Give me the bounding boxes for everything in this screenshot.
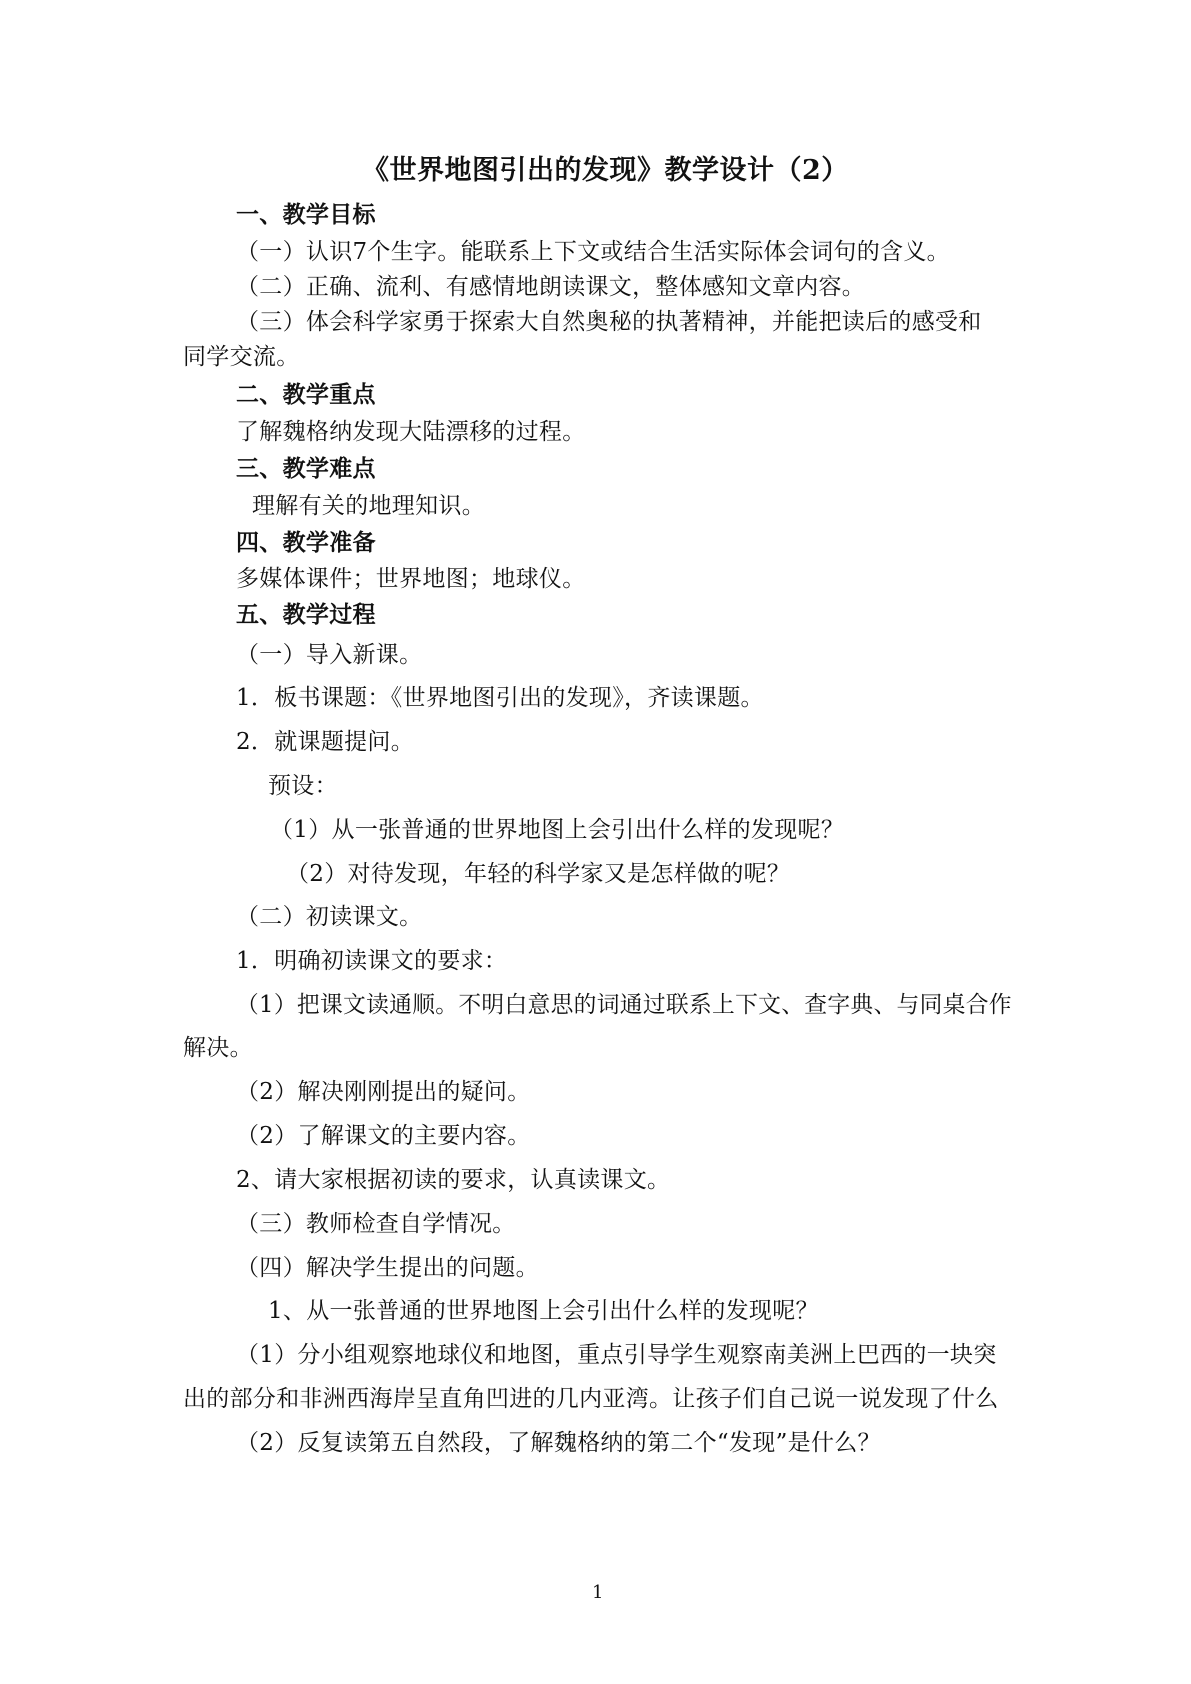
section-heading-process: 五、教学过程 [236,602,376,628]
paragraph-line: （2）对待发现，年轻的科学家又是怎样做的呢？ [286,861,791,887]
paragraph-line: （2）了解课文的主要内容。 [236,1123,531,1149]
paragraph-line: （二）正确、流利、有感情地朗读课文，整体感知文章内容。 [236,274,866,300]
paragraph-line: （三）体会科学家勇于探索大自然奥秘的执著精神，并能把读后的感受和 [236,309,982,335]
paragraph-line: 1．板书课题：《世界地图引出的发现》，齐读课题。 [236,685,764,711]
paragraph-line: 2．就课题提问。 [236,729,415,755]
section-heading-key-points: 二、教学重点 [236,382,376,408]
page-title: 《世界地图引出的发现》教学设计（2） [362,155,849,186]
paragraph-line: （二）初读课文。 [236,904,423,930]
paragraph-line: （2）反复读第五自然段，了解魏格纳的第二个“发现”是什么？ [236,1430,881,1456]
paragraph-line: 出的部分和非洲西海岸呈直角凹进的几内亚湾。让孩子们自己说一说发现了什么 [183,1386,999,1412]
paragraph-line: 1、从一张普通的世界地图上会引出什么样的发现呢？ [268,1298,819,1324]
paragraph-line: 2、请大家根据初读的要求，认真读课文。 [236,1167,671,1193]
paragraph-line: 1．明确初读课文的要求： [236,948,508,974]
paragraph-line: 解决。 [183,1035,253,1061]
paragraph-line: （一）导入新课。 [236,642,423,668]
paragraph-line: （1）把课文读通顺。不明白意思的词通过联系上下文、查字典、与同桌合作 [236,992,1012,1018]
page-number: 1 [592,1582,604,1603]
section-heading-difficulties: 三、教学难点 [236,456,376,482]
paragraph-line: （1）从一张普通的世界地图上会引出什么样的发现呢？ [270,817,845,843]
paragraph-line: 同学交流。 [183,344,300,370]
section-heading-preparation: 四、教学准备 [236,530,376,556]
paragraph-line: 理解有关的地理知识。 [252,493,485,519]
paragraph-line: 多媒体课件；世界地图；地球仪。 [236,566,586,592]
section-heading-objectives: 一、教学目标 [236,202,376,228]
paragraph-line: （四）解决学生提出的问题。 [236,1255,539,1281]
paragraph-line: （一）认识7个生字。能联系上下文或结合生活实际体会词句的含义。 [236,239,950,265]
paragraph-line: 了解魏格纳发现大陆漂移的过程。 [236,419,586,445]
paragraph-line: 预设： [268,773,338,799]
paragraph-line: （三）教师检查自学情况。 [236,1211,516,1237]
paragraph-line: （2）解决刚刚提出的疑问。 [236,1079,531,1105]
paragraph-line: （1）分小组观察地球仪和地图，重点引导学生观察南美洲上巴西的一块突 [236,1342,997,1368]
